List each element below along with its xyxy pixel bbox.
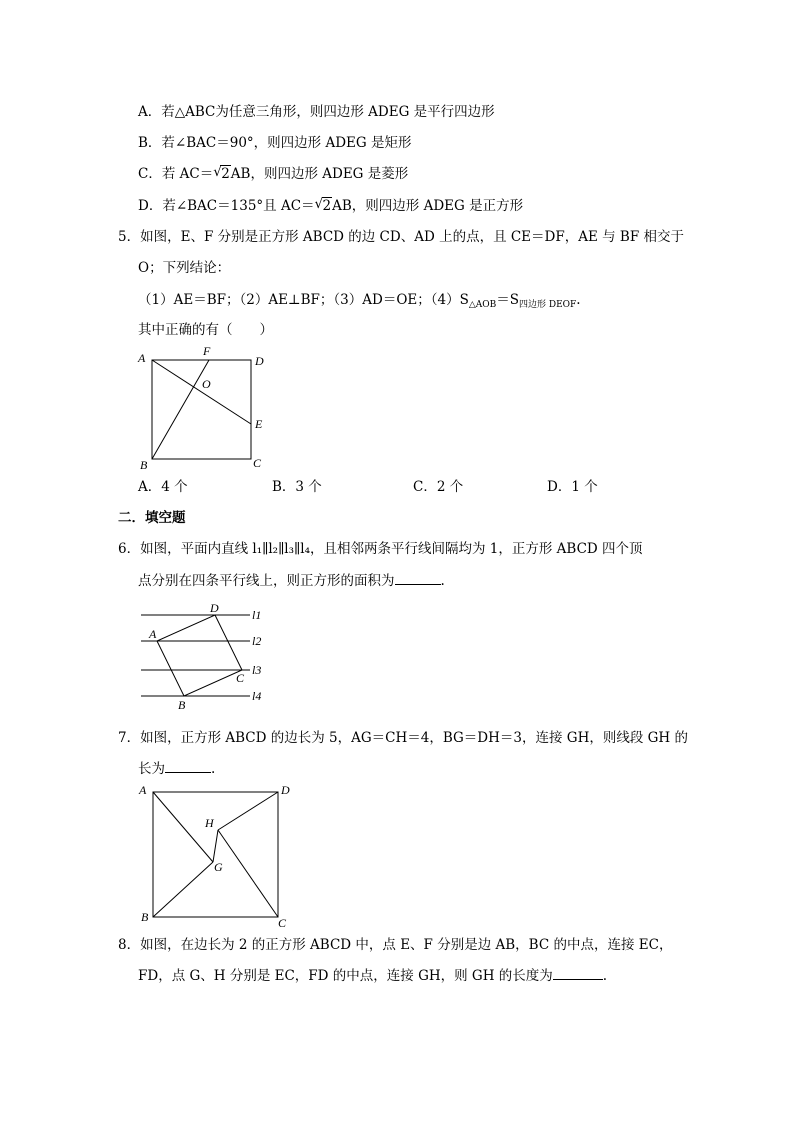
q8-period: . <box>602 968 608 984</box>
q5-label-a: A <box>138 351 146 365</box>
q4-option-a: A．若△ABC为任意三角形，则四边形 ADEG 是平行四边形 <box>138 104 495 120</box>
q8-stem-text: FD，点 G、H 分别是 EC，FD 的中点，连接 GH，则 GH 的长度为 <box>138 968 553 984</box>
q5-stem-line2: O；下列结论： <box>138 260 231 276</box>
q5-choice-b: B．3 个 <box>272 479 322 495</box>
q4-option-c-pre: C．若 AC＝ <box>138 166 214 182</box>
q5-conclusions <box>138 291 581 314</box>
q5-stem-line1: 5．如图，E、F 分别是正方形 ABCD 的边 CD、AD 上的点，且 CE＝DF，AE 与 BF 相交于 <box>118 229 684 245</box>
q6-stem-line2 <box>138 572 445 590</box>
q6-label-l4: l4 <box>252 689 262 703</box>
q7-period: . <box>211 761 216 777</box>
q7-label-c: C <box>278 916 287 930</box>
q5-label-c: C <box>253 456 262 470</box>
q6-stem-text: 点分别在四条平行线上，则正方形的面积为 <box>138 573 395 589</box>
q6-parallel-lines-figure <box>135 600 275 715</box>
q7-stem-line1: 7．如图，正方形 ABCD 的边长为 5，AG＝CH＝4，BG＝DH＝3，连接 GH，则线段 GH 的 <box>118 730 688 746</box>
q4-option-d-post: AB，则四边形 ADEG 是正方形 <box>332 198 524 214</box>
q7-answer-blank[interactable] <box>165 760 211 773</box>
q6-answer-blank[interactable] <box>395 572 441 585</box>
q5-label-b: B <box>140 458 148 472</box>
q5-label-e: E <box>255 417 263 431</box>
q8-stem-line1: 8．如图，在边长为 2 的正方形 ABCD 中，点 E、F 分别是边 AB，BC 的中点，连接 EC， <box>118 937 673 953</box>
q5-question: 其中正确的有（ ） <box>138 322 273 338</box>
q5-label-f: F <box>203 344 211 358</box>
q6-label-l3: l3 <box>252 663 262 677</box>
q7-stem-line2 <box>138 760 215 778</box>
q5-label-o: O <box>202 377 211 391</box>
q6-stem-line1: 6．如图，平面内直线 l₁∥l₂∥l₃∥l₄，且相邻两条平行线间隔均为 1，正方形 ABCD 四个顶 <box>118 541 643 557</box>
q5-equals: ＝S <box>496 292 520 308</box>
q6-label-d: D <box>210 601 219 615</box>
section-heading: 二．填空题 <box>118 510 186 526</box>
q7-square-figure <box>130 780 300 930</box>
q6-label-l1: l1 <box>252 608 262 622</box>
q8-stem-line2 <box>138 967 607 985</box>
q5-subscript-deof: 四边形 DEOF <box>519 300 577 310</box>
q5-conclusions-text: （1）AE＝BF；（2）AE⊥BF；（3）AD＝OE；（4）S <box>138 292 469 308</box>
sqrt-symbol: √ 2 <box>213 164 230 182</box>
q6-period: . <box>440 573 445 589</box>
q5-subscript-aob: △AOB <box>468 300 497 310</box>
q4-option-d-radicand: 2 <box>322 198 332 214</box>
q5-choice-d: D．1 个 <box>547 479 598 495</box>
q5-square-figure <box>130 342 280 477</box>
q7-stem-text: 长为 <box>138 761 165 777</box>
q8-answer-blank[interactable] <box>553 967 603 980</box>
q4-option-c-radicand: 2 <box>221 166 230 182</box>
q7-label-d: D <box>281 783 290 797</box>
q7-label-a: A <box>139 783 147 797</box>
q7-label-h: H <box>205 816 214 830</box>
q5-period: . <box>576 292 581 308</box>
sqrt-symbol: √ 2 <box>314 196 332 214</box>
q6-label-b: B <box>178 698 186 712</box>
q7-label-g: G <box>214 860 223 874</box>
q5-choice-c: C．2 个 <box>413 479 464 495</box>
q5-label-d: D <box>255 354 264 368</box>
q4-option-d-pre: D．若∠BAC＝135°且 AC＝ <box>138 198 315 214</box>
q4-option-d <box>138 197 523 215</box>
q5-choice-a: A．4 个 <box>138 479 188 495</box>
q6-label-a: A <box>149 627 157 641</box>
q4-option-b: B．若∠BAC＝90°，则四边形 ADEG 是矩形 <box>138 135 412 151</box>
q6-label-c: C <box>236 671 245 685</box>
q7-label-b: B <box>141 910 149 924</box>
q4-option-c <box>138 165 408 183</box>
q4-option-c-post: AB，则四边形 ADEG 是菱形 <box>230 166 409 182</box>
q6-label-l2: l2 <box>252 634 262 648</box>
